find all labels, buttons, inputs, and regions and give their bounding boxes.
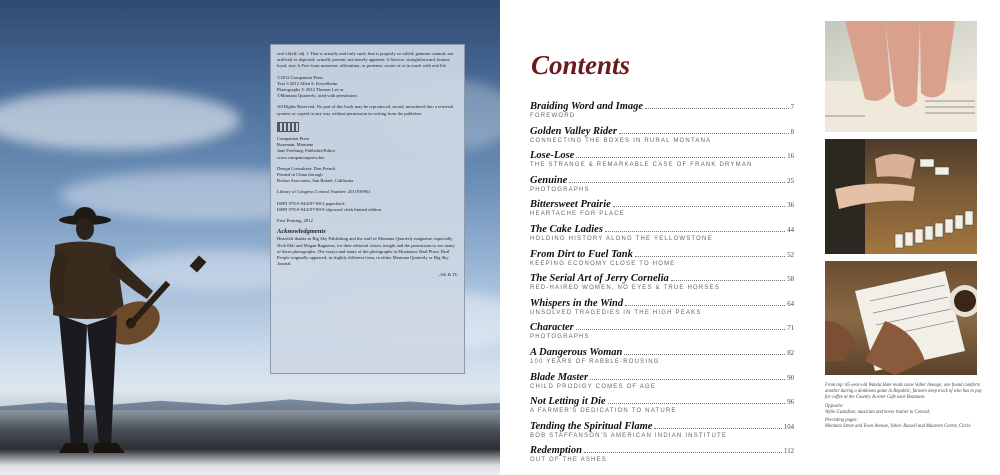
- toc-line: [530, 372, 794, 383]
- toc-entry: [530, 421, 794, 446]
- toc-entry: [530, 396, 794, 421]
- toc-page-number: 64: [787, 300, 794, 308]
- toc-page-number: 58: [787, 276, 794, 284]
- toc-entry: [530, 347, 794, 372]
- toc-line: [530, 249, 794, 260]
- credit-line: ©Montana Quarterly, used with permission.: [277, 93, 358, 99]
- toc-entry: [530, 150, 794, 175]
- toc-subtitle: THE STRANGE & REMARKABLE CASE OF FRANK DRYMAN: [530, 162, 753, 169]
- toc-title: A Dangerous Woman: [530, 346, 623, 358]
- toc-title: Redemption: [530, 445, 582, 457]
- design-line: Printed in China through: [277, 172, 323, 178]
- toc-subtitle: UNSOLVED TRAGEDIES IN THE HIGH PEAKS: [530, 309, 702, 316]
- caption-main: From top: 85-year-old Wanda Hale reads some Valier lineage; one found comforts another during a dominoes game in Republic; farmers keep track of who has to pay for coffee at the Country Korner Cafe near Bozeman.: [825, 383, 983, 401]
- caption-opposite-text: Wylie Gustafson, musician and horse trainer in Conrad.: [825, 409, 931, 415]
- publisher-line: Bozeman, Montana: [277, 142, 313, 148]
- cloud: [0, 90, 240, 150]
- caption-preceding-text: Montana Street and Town Avenue, Valier. Russell and Maureen Cortez, Circle.: [825, 424, 972, 430]
- toc-title: Whispers in the Wind: [530, 297, 624, 309]
- toc-page-number: 104: [783, 423, 794, 431]
- toc-page-number: 25: [787, 177, 794, 185]
- toc-dot-leader: [619, 133, 789, 134]
- toc-subtitle: A FARMER'S DEDICATION TO NATURE: [530, 408, 677, 415]
- toc-dot-leader: [625, 305, 785, 306]
- toc-dot-leader: [590, 379, 785, 380]
- toc-page-number: 96: [787, 399, 794, 407]
- toc-title: Genuine: [530, 174, 568, 186]
- photo-dominoes-game: [825, 139, 977, 254]
- caption-preceding: [825, 418, 985, 430]
- toc-dot-leader: [645, 108, 788, 109]
- isbn-block: [277, 201, 458, 213]
- toc-title: The Serial Art of Jerry Cornelia: [530, 273, 669, 285]
- publisher-block: [277, 122, 458, 161]
- toc-entry: [530, 273, 794, 298]
- toc-title: Tending the Spiritual Flame: [530, 420, 653, 432]
- toc-entry: [530, 298, 794, 323]
- toc-subtitle: 100 YEARS OF RABBLE-ROUSING: [530, 358, 660, 365]
- publisher-line: Companion Press: [277, 136, 310, 142]
- toc-line: [530, 224, 794, 235]
- toc-entry: [530, 175, 794, 200]
- photo-coffee-tally: [825, 261, 977, 375]
- toc-subtitle: CONNECTING THE BOXES IN RURAL MONTANA: [530, 137, 712, 144]
- toc-entry: [530, 445, 794, 470]
- toc-dot-leader: [576, 329, 785, 330]
- toc-page-number: 7: [790, 104, 794, 111]
- toc-dot-leader: [576, 157, 785, 158]
- toc-subtitle: FOREWORD: [530, 113, 576, 119]
- toc-title: Golden Valley Rider: [530, 125, 617, 137]
- credits-block: [277, 75, 458, 100]
- rights-statement: All Rights Reserved. No part of this book may be reproduced, stored, introduced into a retrieval system, or copied in any way without permission in writing from the publisher.: [277, 104, 454, 116]
- toc-page-number: 71: [787, 325, 794, 333]
- toc-subtitle: HEARTACHE FOR PLACE: [530, 211, 625, 218]
- toc-dot-leader: [654, 428, 781, 429]
- photo-hands-reading: [825, 21, 977, 132]
- toc-subtitle: BOB STAFFANSON'S AMERICAN INDIAN INSTITUTE: [530, 432, 728, 439]
- toc-entry: [530, 199, 794, 224]
- toc-page-number: 82: [787, 349, 794, 357]
- toc-subtitle: CHILD PRODIGY COMES OF AGE: [530, 383, 657, 390]
- toc-title: Not Letting it Die: [530, 396, 606, 408]
- publisher-line: www.companionpress.biz: [277, 154, 325, 160]
- copyright-panel: [270, 44, 465, 374]
- caption-preceding-label: Preceding pages:: [825, 418, 858, 424]
- toc-entry: [530, 101, 794, 126]
- design-line: Bolton Associates, San Rafael, California: [277, 178, 354, 184]
- toc-page-number: 36: [787, 202, 794, 210]
- toc-entry: [530, 224, 794, 249]
- toc-line: [530, 421, 794, 432]
- toc-dot-leader: [613, 206, 785, 207]
- toc-list: [530, 101, 794, 470]
- toc-dot-leader: [635, 256, 785, 257]
- toc-subtitle: OUT OF THE ASHES: [530, 457, 607, 464]
- toc-page-number: 112: [784, 448, 794, 456]
- toc-line: [530, 101, 794, 112]
- toc-title: From Dirt to Fuel Tank: [530, 248, 633, 260]
- dictionary-definition: real /rē(ə)l/ adj. 1 That is actually and truly such; that is properly so called; genuine; natural, not artificial or depicted; actually present, not merely apparent. 6 Sincere, straightforward, honest; loyal, true. b Free from nonsense, affectation, or pretense; aware of or in touch with real life.: [277, 51, 454, 69]
- toc-line: [530, 298, 794, 309]
- toc-subtitle: PHOTOGRAPHS: [530, 186, 590, 193]
- acknowledgments-text: Heartfelt thanks to Big Sky Publishing and the staff of Montana Quarterly magazine, especially Nick Ehli and Megan Ragnetus, for their editorial vision, insight and the permission to use many of these photographs. The essays and many of the photographs in Montanan: Real Place, Real People originally appeared, in slightly different form, in either Montana Quarterly or Big Sky Journal.: [277, 236, 455, 267]
- toc-subtitle: RED-HAIRED WOMEN, NO EYES & TRUE HORSES: [530, 285, 721, 292]
- toc-entry: [530, 322, 794, 347]
- toc-subtitle: PHOTOGRAPHS: [530, 334, 590, 341]
- credit-line: ©2012 Companion Press: [277, 74, 324, 80]
- cowboy-silhouette: [25, 205, 225, 460]
- toc-dot-leader: [605, 231, 785, 232]
- toc-line: [530, 199, 794, 210]
- acknowledgments-heading: Acknowledgments: [277, 228, 326, 236]
- toc-line: [530, 175, 794, 186]
- toc-line: [530, 273, 794, 284]
- caption-opposite-label: Opposite:: [825, 403, 844, 409]
- design-block: [277, 166, 458, 185]
- toc-page-number: 44: [787, 226, 794, 234]
- toc-title: Braiding Word and Image: [530, 101, 644, 112]
- photo-column: [818, 0, 1000, 475]
- toc-line: [530, 445, 794, 456]
- credit-line: Text ©2012 Allen S. Kesselheim: [277, 80, 338, 86]
- toc-subtitle: HOLDING HISTORY ALONG THE YELLOWSTONE: [530, 235, 713, 242]
- isbn-line: ISBN 978-0-944197-89-9 slipcased cloth limited edition: [277, 206, 381, 212]
- toc-line: [530, 347, 794, 358]
- signature: –AK & TL: [437, 272, 458, 278]
- toc-line: [530, 396, 794, 407]
- toc-dot-leader: [569, 182, 785, 183]
- toc-entry: [530, 249, 794, 274]
- publisher-logo-icon: [277, 122, 299, 132]
- credit-line: Photographs © 2012 Thomas Lee or: [277, 87, 344, 93]
- page-title: Contents: [531, 50, 631, 80]
- contents-page: [500, 0, 818, 475]
- toc-subtitle: KEEPING ECONOMY CLOSE TO HOME: [530, 260, 676, 267]
- publisher-line: Jane Freeburg, Publisher/Editor: [277, 148, 336, 154]
- toc-title: Lose-Lose: [530, 150, 575, 162]
- photo-caption: [825, 383, 985, 432]
- caption-opposite: [825, 404, 985, 416]
- design-line: Design Consultant: Don French: [277, 165, 336, 171]
- toc-dot-leader: [671, 280, 785, 281]
- toc-page-number: 90: [787, 374, 794, 382]
- toc-page-number: 8: [790, 128, 794, 136]
- toc-entry: [530, 126, 794, 151]
- isbn-line: ISBN 978-0-944197-88-2 paperback: [277, 200, 345, 206]
- toc-line: [530, 322, 794, 333]
- toc-dot-leader: [608, 403, 786, 404]
- toc-title: Character: [530, 322, 574, 334]
- toc-dot-leader: [624, 354, 785, 355]
- toc-line: [530, 126, 794, 137]
- toc-title: Blade Master: [530, 371, 589, 383]
- toc-entry: [530, 372, 794, 397]
- toc-title: Bittersweet Prairie: [530, 199, 611, 211]
- toc-line: [530, 150, 794, 161]
- loc-number: Library of Congress Control Number: 2011939961: [277, 189, 371, 195]
- toc-page-number: 52: [787, 251, 794, 259]
- printing-line: First Printing, 2012: [277, 218, 313, 224]
- toc-title: The Cake Ladies: [530, 223, 603, 235]
- toc-dot-leader: [584, 452, 782, 453]
- toc-page-number: 16: [787, 153, 794, 161]
